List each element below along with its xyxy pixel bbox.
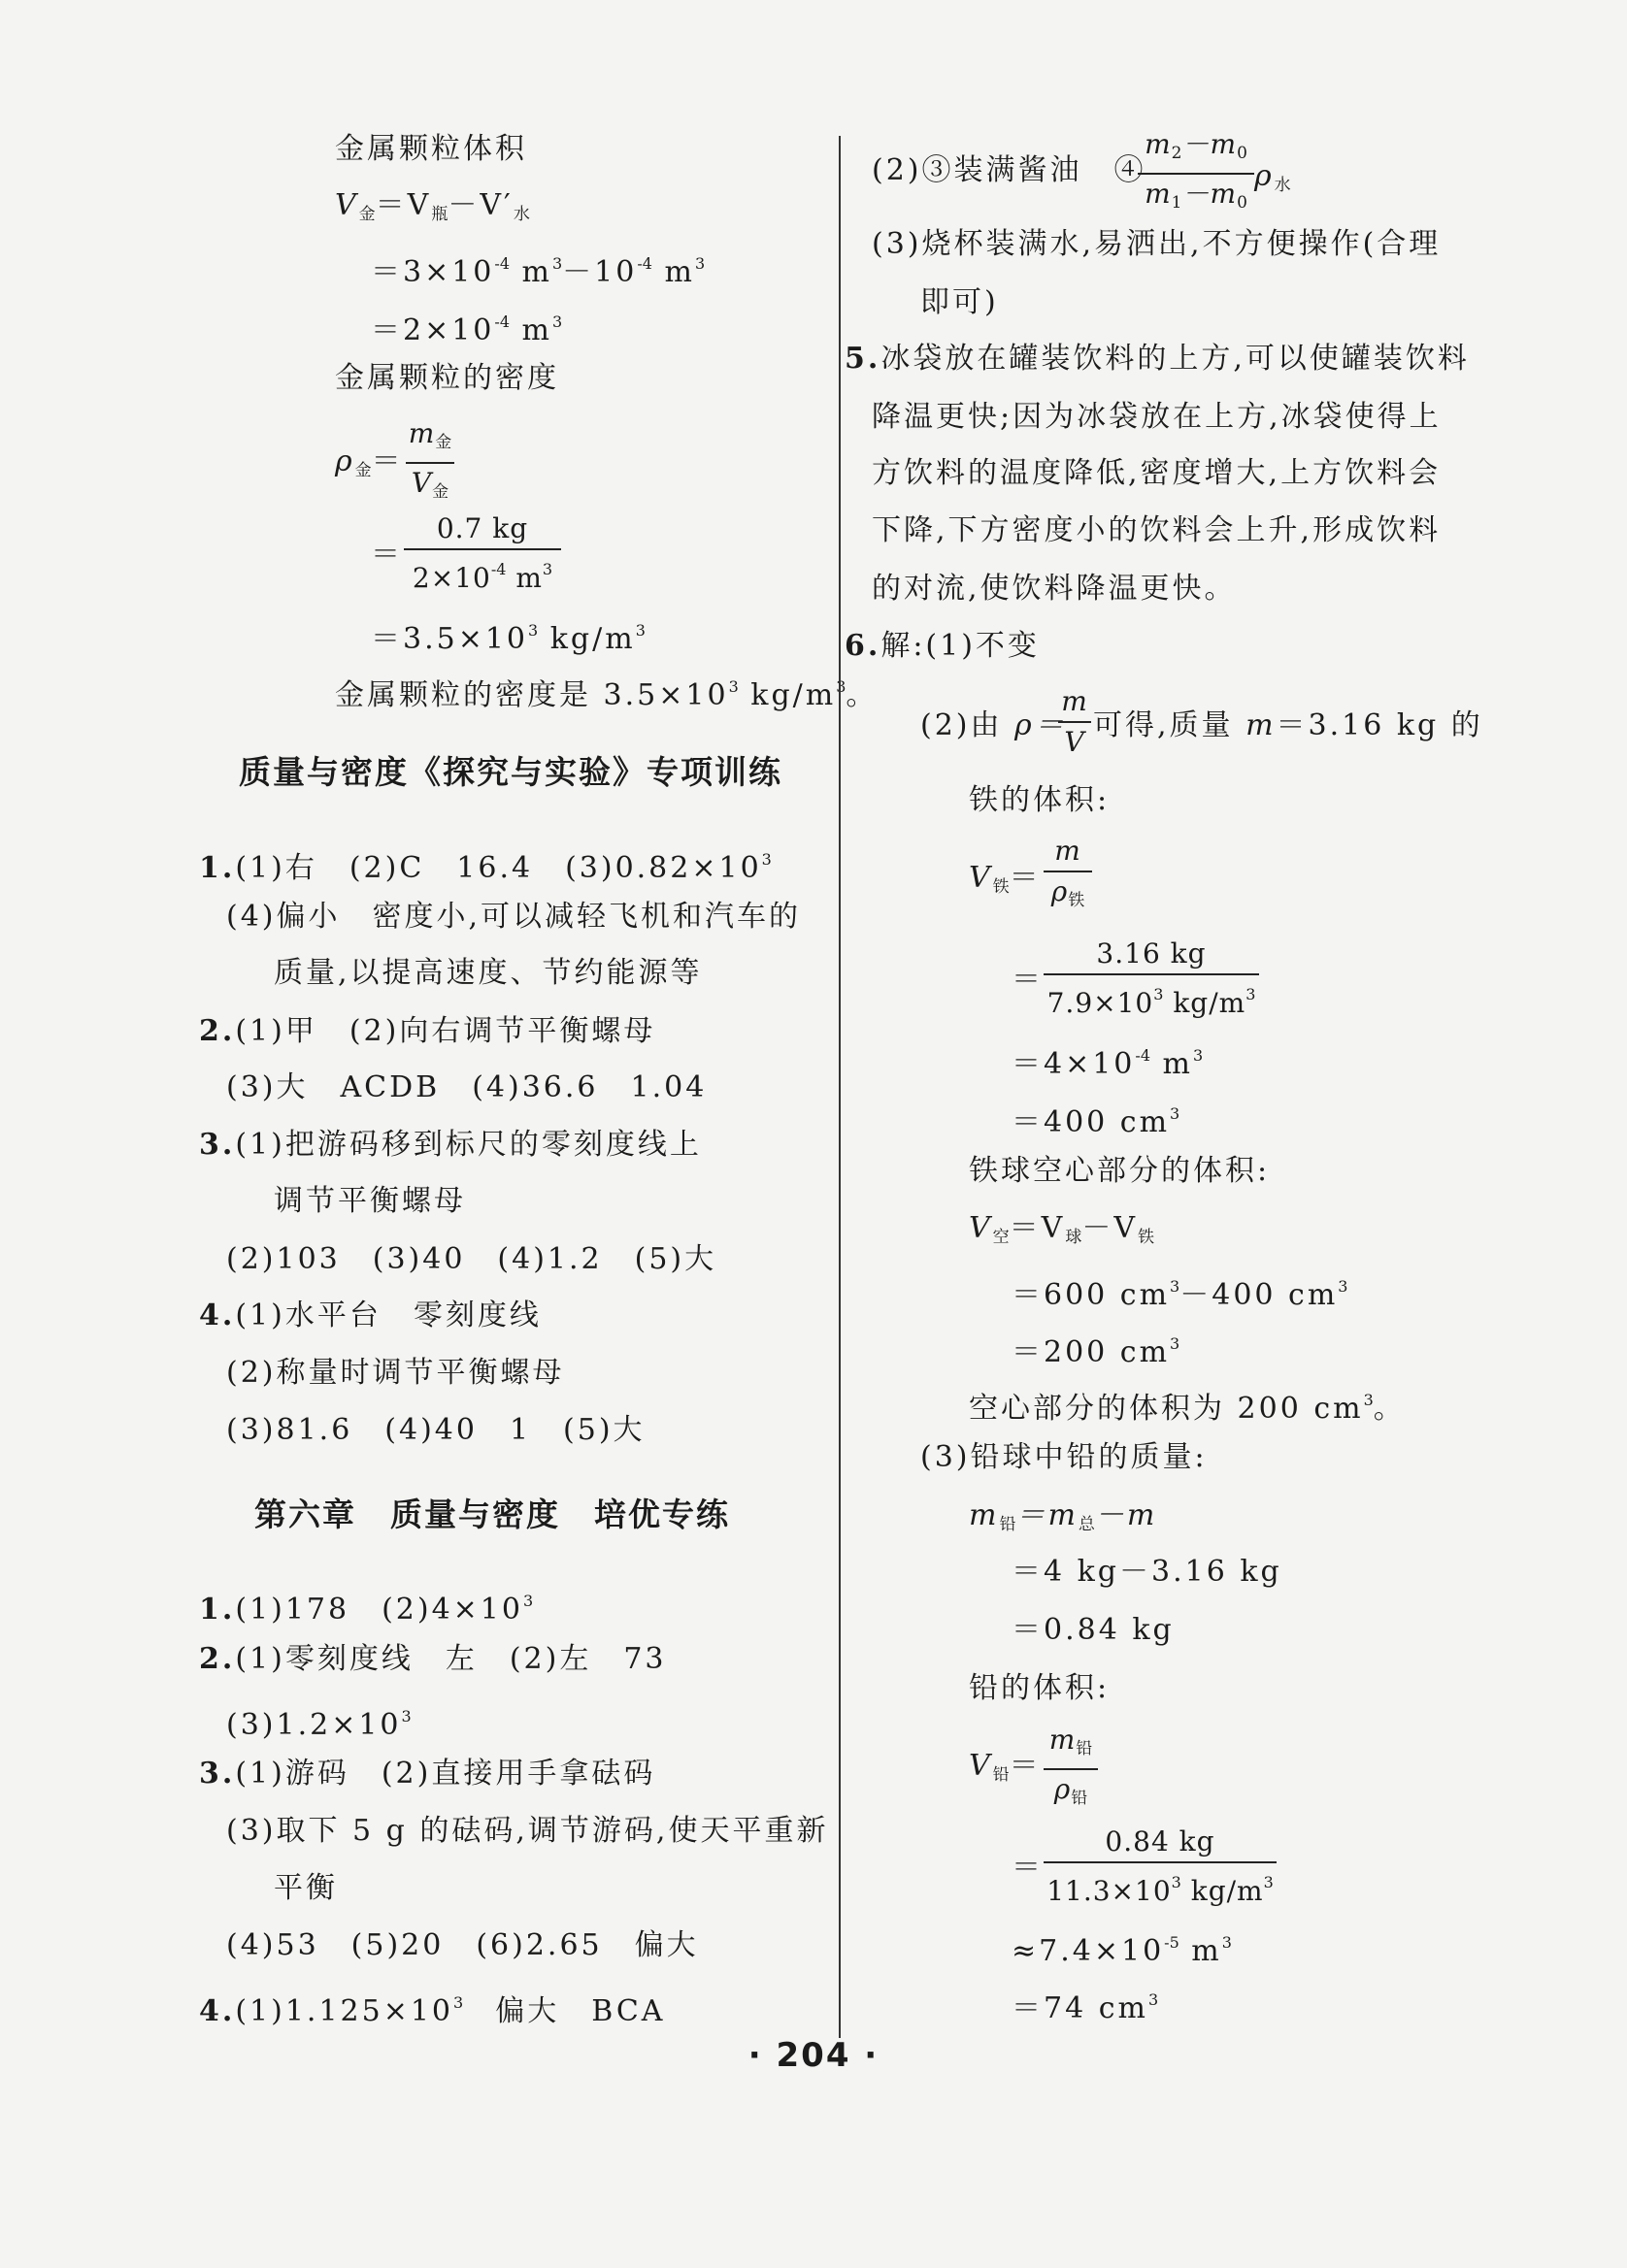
formula-line: $=2\times 10^{-4}$ $m^3$ <box>371 312 563 347</box>
fraction: $m_铅$ $\rho_铅$ <box>1044 1724 1098 1815</box>
answer-line: 降温更快;因为冰袋放在上方,冰袋使得上 <box>872 400 1442 434</box>
formula-line: $=4\times 10^{-4}$ $m^3$ <box>1012 1046 1204 1081</box>
formula-line: $V_空=V_球-V_铁$ <box>969 1211 1155 1247</box>
fraction: $m_金$ $V_金$ <box>406 417 454 509</box>
formula-eq: ＝ <box>1012 963 1044 997</box>
formula-line: ＝74 $cm^3$ <box>1012 1990 1159 2025</box>
answer-line: 平衡 <box>274 1871 338 1905</box>
answer-line: 1.(1)178 $(2)4\times 10^3$ <box>199 1592 534 1627</box>
column-divider <box>839 136 841 2038</box>
section-heading: 质量与密度《探究与实验》专项训练 <box>239 753 782 791</box>
text-line: 铅的体积: <box>969 1671 1111 1705</box>
formula-eq: ＝ <box>1012 1851 1044 1885</box>
answer-line: 3.(1)游码 (2)直接用手拿砝码 <box>199 1757 656 1791</box>
answer-line: 调节平衡螺母 <box>274 1184 466 1218</box>
answer-line: $(3)1.2\times 10^3$ <box>226 1707 412 1742</box>
text-line: 金属颗粒的密度 <box>335 361 559 395</box>
answer-line: (2)称量时调节平衡螺母 <box>226 1356 565 1390</box>
fraction: 0.7 kg $2\times 10^{-4}$ $m^3$ <box>404 512 561 595</box>
answer-line: (2)由 ρ＝ <box>920 708 1067 742</box>
answer-line: (3)取下 5 g 的砝码,调节游码,使天平重新 <box>226 1814 829 1848</box>
answer-line: 方饮料的温度降低,密度增大,上方饮料会 <box>872 456 1442 490</box>
answer-line: (3)大 ACDB (4)36.6 1.04 <box>226 1070 708 1104</box>
answer-line: (3)81.6 (4)40 1 (5)大 <box>226 1413 646 1447</box>
answer-line: (4)偏小 密度小,可以减轻飞机和汽车的 <box>226 900 802 934</box>
formula-lhs: $\rho_金=$ <box>335 444 404 480</box>
page-number: · 204 · <box>747 2036 880 2075</box>
fraction: 0.84 kg $11.3\times 10^3$ $kg/m^3$ <box>1044 1825 1277 1908</box>
formula-line: ＝400 $cm^3$ <box>1012 1104 1180 1139</box>
text-line: 铁球空心部分的体积: <box>969 1154 1271 1188</box>
answer-line: (4)53 (5)20 (6)2.65 偏大 <box>226 1928 699 1962</box>
formula-rho: $\rho_水$ <box>1254 159 1291 195</box>
fraction: $m_2-m_0$ $m_1-m_0$ <box>1138 128 1254 219</box>
answer-line: (3)烧杯装满水,易洒出,不方便操作(合理 <box>872 227 1442 261</box>
formula-line: $\approx 7.4\times 10^{-5}$ $m^3$ <box>1012 1933 1232 1968</box>
answer-line: 可得,质量 m＝3.16 kg 的 <box>1093 708 1483 742</box>
formula-line: $=3\times 10^{-4}$ $m^3-10^{-4}$ $m^3$ <box>371 254 706 289</box>
answer-line: 1.(1)右 (2)C 16.4 $(3)0.82\times 10^3$ <box>199 850 772 885</box>
answer-line: (3)铅球中铅的质量: <box>920 1440 1208 1474</box>
answer-line: (2)③装满酱油 ④ <box>872 153 1146 187</box>
answer-line: 5.冰袋放在罐装饮料的上方,可以使罐装饮料 <box>845 342 1470 376</box>
answer-line: 2.(1)甲 (2)向右调节平衡螺母 <box>199 1014 656 1048</box>
fraction: m $\rho_铁$ <box>1044 835 1092 917</box>
formula-line: ＝0.84 kg <box>1012 1613 1175 1647</box>
answer-line: (2)103 (3)40 (4)1.2 (5)大 <box>226 1242 717 1276</box>
formula-line: ＝600 $cm^3-400$ $cm^3$ <box>1012 1277 1348 1312</box>
answer-line: 的对流,使饮料降温更快。 <box>872 572 1237 606</box>
formula-lhs: $V_铅=$ <box>969 1749 1042 1785</box>
answer-line: 质量,以提高速度、节约能源等 <box>274 956 703 990</box>
formula-line: $V_金=V_瓶-V'_水$ <box>335 188 530 224</box>
answer-line: 4.(1)水平台 零刻度线 <box>199 1298 542 1332</box>
answer-line: 6.解:(1)不变 <box>845 629 1040 663</box>
text-line: 铁的体积: <box>969 783 1111 817</box>
answer-line: 2.(1)零刻度线 左 (2)左 73 <box>199 1642 667 1676</box>
answer-line: 下降,下方密度小的饮料会上升,形成饮料 <box>872 513 1442 547</box>
formula-eq: ＝ <box>371 538 403 572</box>
formula-lhs: $V_铁=$ <box>969 861 1042 897</box>
text-line: 金属颗粒体积 <box>335 132 527 166</box>
fraction: 3.16 kg $7.9\times 10^3$ $kg/m^3$ <box>1044 937 1259 1020</box>
answer-line: 即可) <box>920 285 999 319</box>
section-heading: 第六章 质量与密度 培优专练 <box>254 1496 730 1533</box>
text-line: 空心部分的体积为 200 $cm^3$。 <box>969 1391 1406 1426</box>
formula-line: ＝200 $cm^3$ <box>1012 1334 1180 1369</box>
answer-line: $4.(1)1.125\times 10^3$ 偏大 BCA <box>199 1993 666 2028</box>
formula-line: $m_铅=m_总-m$ <box>969 1498 1158 1534</box>
formula-line: $=3.5\times 10^3$ $kg/m^3$ <box>371 621 646 656</box>
formula-line: ＝4 kg－3.16 kg <box>1012 1555 1282 1589</box>
answer-line: 3.(1)把游码移到标尺的零刻度线上 <box>199 1128 702 1162</box>
text-line: 金属颗粒的密度是 $3.5\times 10^3$ $kg/m^3$。 <box>335 677 879 712</box>
fraction: m V <box>1058 685 1091 759</box>
